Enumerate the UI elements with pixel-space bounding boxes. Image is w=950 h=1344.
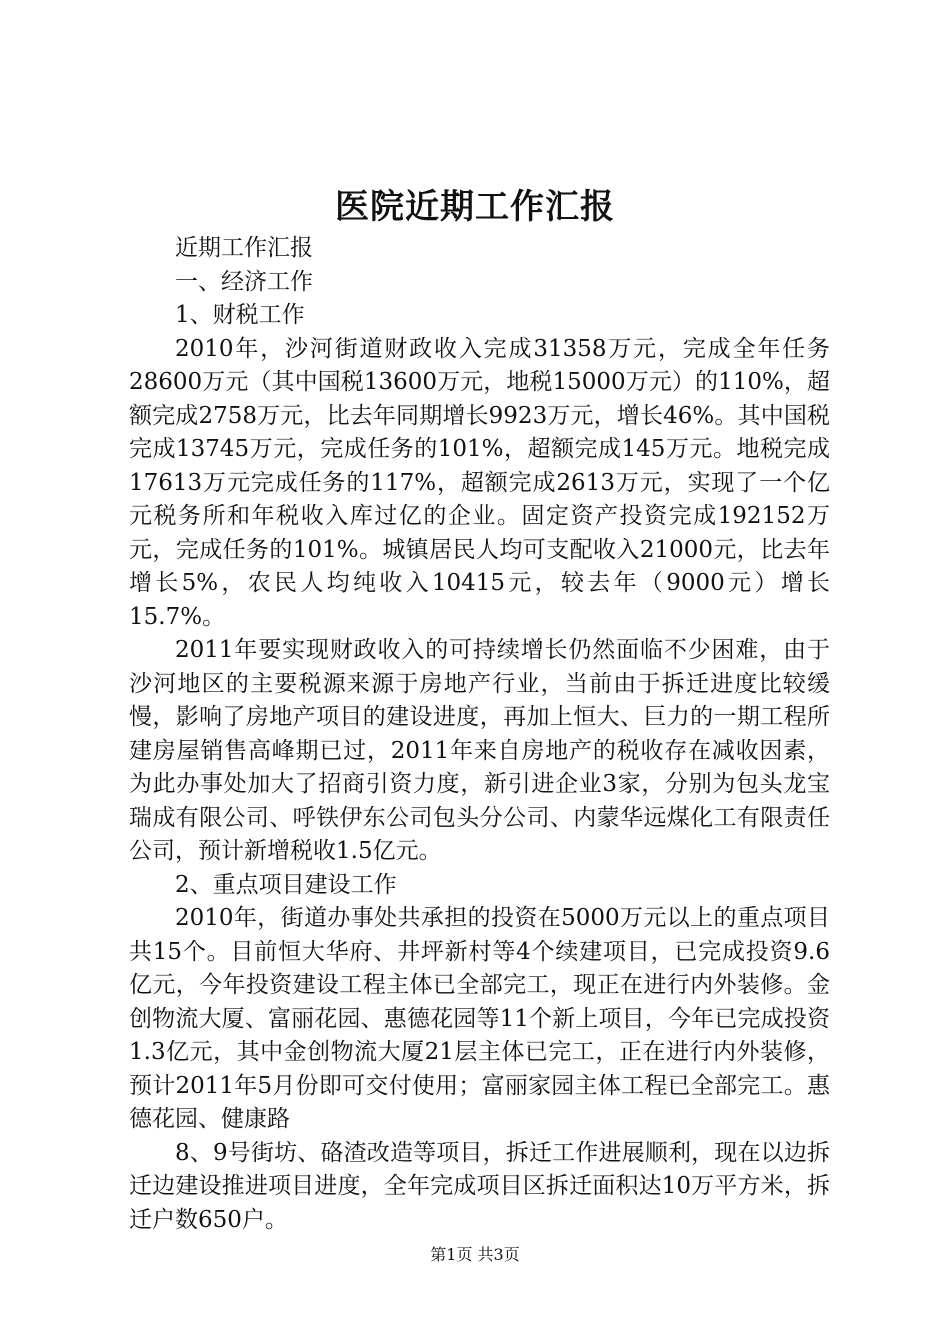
paragraph: 2010年，街道办事处共承担的投资在5000万元以上的重点项目共15个。目前恒大华府、井坪新村等4个续建项目，已完成投资9.6亿元，今年投资建设工程主体已全部完工，现正在进行内外装修。金创物流大厦、富丽花园、惠德花园等11个新上项目，今年已完成投资1.3亿元，其中金创物流大厦21层主体已完工，正在进行内外装修，预计2011年5月份即可交付使用；富丽家园主体工程已全部完工。惠德花园、健康路	[129, 905, 830, 1132]
page-title: 医院近期工作汇报	[335, 187, 615, 227]
section-heading: 一、经济工作	[175, 268, 313, 295]
subsection-heading: 2、重点项目建设工作	[175, 871, 397, 898]
document-body	[129, 232, 830, 1237]
paragraph: 近期工作汇报	[175, 235, 313, 261]
page-footer: 第1页 共3页	[430, 1245, 520, 1264]
subsection-heading: 1、财税工作	[175, 302, 305, 328]
paragraph: 8、9号街坊、硌渣改造等项目，拆迁工作进展顺利，现在以边拆迁边建设推进项目进度，全年完成项目区拆迁面积达10万平方米，拆迁户数650户。	[129, 1139, 830, 1233]
paragraph: 2010年，沙河街道财政收入完成31358万元，完成全年任务28600万元（其中国税13600万元，地税15000万元）的110%，超额完成2758万元，比去年同期增长9923万元，增长46%。其中国税完成13745万元，完成任务的101%，超额完成145万元。地税完成17613万元完成任务的117%，超额完成2613万元，实现了一个亿元税务所和年税收入库过亿的企业。固定资产投资完成192152万元，完成任务的101%。城镇居民人均可支配收入21000元，比去年增长5%，农民人均纯收入10415元，较去年（9000元）增长15.7%。	[129, 335, 830, 630]
paragraph: 2011年要实现财政收入的可持续增长仍然面临不少困难，由于沙河地区的主要税源来源于房地产行业，当前由于拆迁进度比较缓慢，影响了房地产项目的建设进度，再加上恒大、巨力的一期工程所建房屋销售高峰期已过，2011年来自房地产的税收存在减收因素，为此办事处加大了招商引资力度，新引进企业3家，分别为包头龙宝瑞成有限公司、呼铁伊东公司包头分公司、内蒙华远煤化工有限责任公司，预计新增税收1.5亿元。	[129, 637, 830, 864]
